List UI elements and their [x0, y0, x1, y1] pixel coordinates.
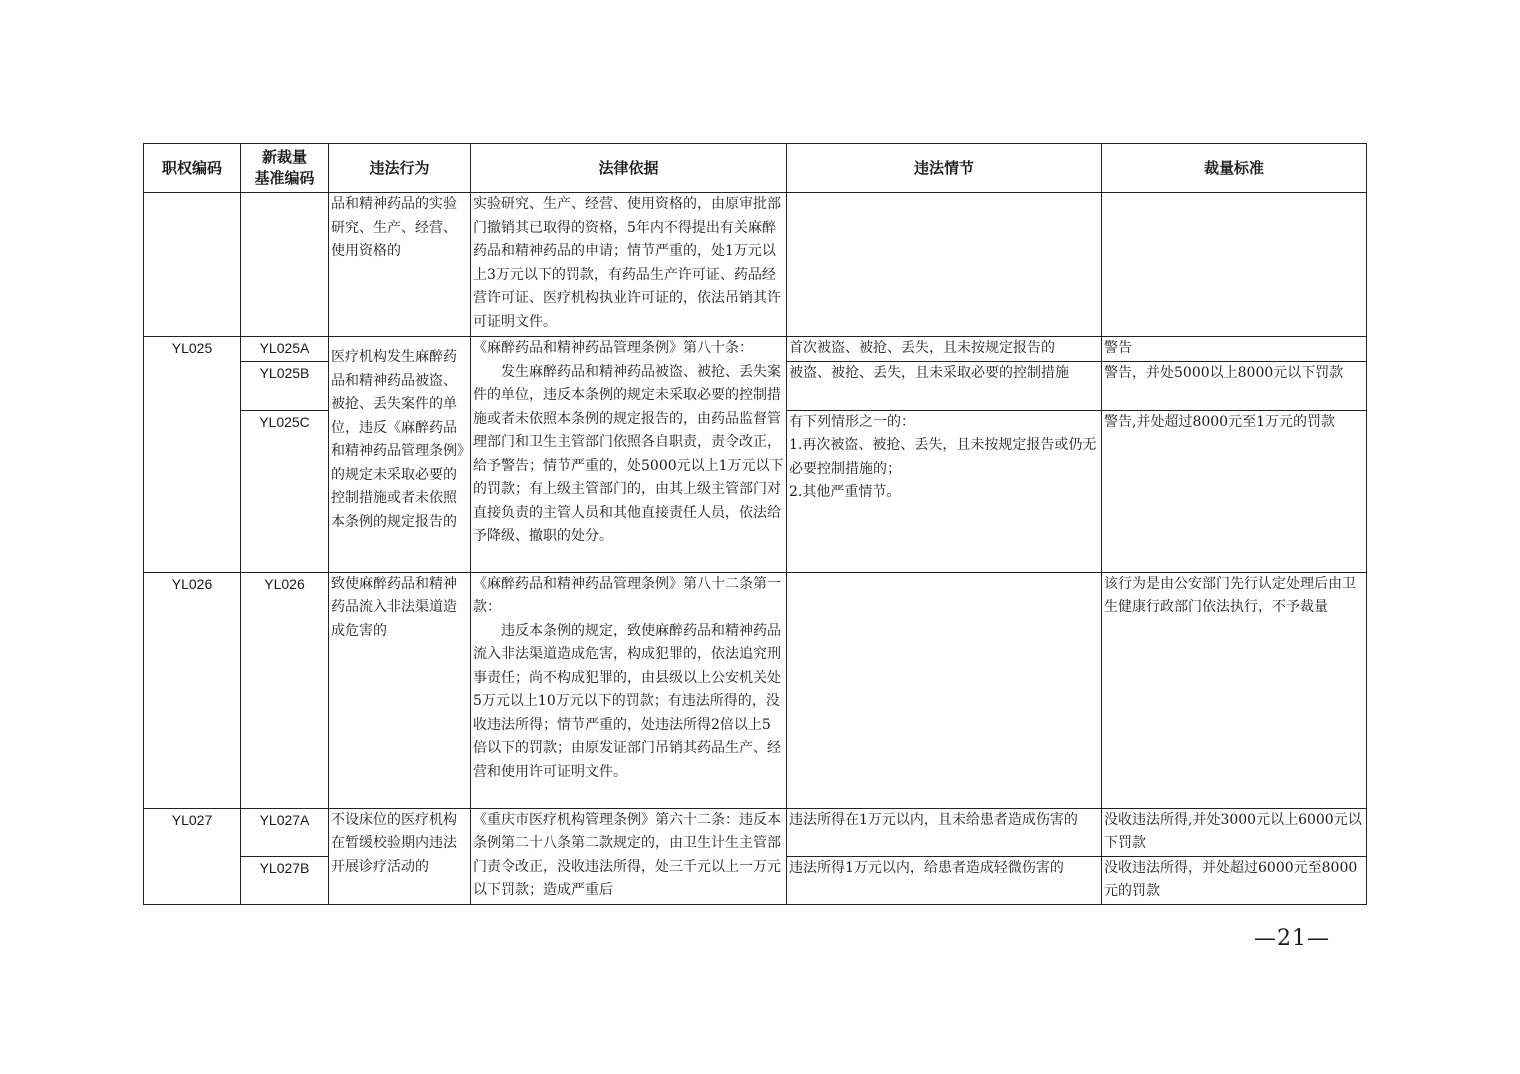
cell-circumstance: 违法所得1万元以内，给患者造成轻微伤害的: [787, 856, 1102, 904]
cell-violation: 品和精神药品的实验研究、生产、经营、使用资格的: [329, 193, 471, 337]
table-row-continued: [144, 193, 1367, 337]
header-authority-code: 职权编码: [144, 144, 241, 193]
cell-circumstance: [787, 572, 1102, 808]
cell-authority-code: YL025: [144, 337, 241, 573]
cell-violation: 致使麻醉药品和精神药品流入非法渠道造成危害的: [329, 572, 471, 808]
discretion-standards-table: [143, 143, 1367, 905]
table-row-yl026: [144, 572, 1367, 808]
cell-standard: 警告，并处5000以上8000元以下罚款: [1102, 361, 1367, 410]
header-standard: 裁量标准: [1102, 144, 1367, 193]
cell-circumstance: 有下列情形之一的： 1.再次被盗、被抢、丢失，且未按规定报告或仍无必要控制措施的； 2.其他严重情节。: [787, 410, 1102, 572]
cell-sub-code: YL026: [241, 572, 329, 808]
cell-authority-code: YL027: [144, 808, 241, 904]
page-number: —21—: [1254, 926, 1330, 951]
cell-empty: [144, 193, 241, 337]
cell-circumstance: 违法所得在1万元以内，且未给患者造成伤害的: [787, 808, 1102, 856]
cell-violation: 医疗机构发生麻醉药品和精神药品被盗、被抢、丢失案件的单位，违反《麻醉药品和精神药品管理条例》的规定未采取必要的控制措施或者未依照本条例的规定报告的: [329, 337, 471, 573]
cell-sub-code: YL025C: [241, 410, 329, 572]
cell-sub-code: YL027A: [241, 808, 329, 856]
cell-circumstance: 被盗、被抢、丢失，且未采取必要的控制措施: [787, 361, 1102, 410]
table-header-row: [144, 144, 1367, 193]
cell-authority-code: YL026: [144, 572, 241, 808]
cell-legal-basis: 《重庆市医疗机构管理条例》第六十二条：违反本条例第二十八条第二款规定的，由卫生计生主管部门责令改正，没收违法所得，处三千元以上一万元以下罚款；造成严重后: [471, 808, 787, 904]
table-row-yl025a: [144, 337, 1367, 362]
cell-sub-code: YL027B: [241, 856, 329, 904]
cell-standard: 没收违法所得，并处超过6000元至8000元的罚款: [1102, 856, 1367, 904]
legal-basis-title: 《麻醉药品和精神药品管理条例》第八十二条第一款：: [473, 575, 781, 615]
legal-basis-body: 违反本条例的规定，致使麻醉药品和精神药品流入非法渠道造成危害，构成犯罪的，依法追究刑事责任；尚不构成犯罪的，由县级以上公安机关处5万元以上10万元以下的罚款；有违法所得的，没收违法所得；情节严重的，处违法所得2倍以上5倍以下的罚款；由原发证部门吊销其药品生产、经营和使用许可证明文件。: [473, 622, 781, 780]
cell-standard: 没收违法所得,并处3000元以上6000元以下罚款: [1102, 808, 1367, 856]
table-row-yl027a: [144, 808, 1367, 856]
header-violation: 违法行为: [329, 144, 471, 193]
cell-legal-basis: [471, 337, 787, 573]
cell-empty: [241, 193, 329, 337]
cell-standard: 警告,并处超过8000元至1万元的罚款: [1102, 410, 1367, 572]
cell-circumstance: 首次被盗、被抢、丢失，且未按规定报告的: [787, 337, 1102, 362]
cell-standard: 警告: [1102, 337, 1367, 362]
cell-empty: [1102, 193, 1367, 337]
header-circumstance: 违法情节: [787, 144, 1102, 193]
cell-legal-basis: [471, 572, 787, 808]
legal-basis-body: 发生麻醉药品和精神药品被盗、被抢、丢失案件的单位，违反本条例的规定未采取必要的控制措施或者未依照本条例的规定报告的，由药品监督管理部门和卫生主管部门依照各自职责，责令改正，给予警告；情节严重的，处5000元以上1万元以下的罚款；有上级主管部门的，由其上级主管部门对直接负责的主管人员和其他直接责任人员，依法给予降级、撤职的处分。: [473, 363, 784, 544]
legal-basis-title: 《麻醉药品和精神药品管理条例》第八十条：: [473, 340, 753, 356]
cell-legal-basis: 实验研究、生产、经营、使用资格的，由原审批部门撤销其已取得的资格，5年内不得提出有关麻醉药品和精神药品的申请；情节严重的，处1万元以上3万元以下的罚款，有药品生产许可证、药品经营许可证、医疗机构执业许可证的，依法吊销其许可证明文件。: [471, 193, 787, 337]
header-legal-basis: 法律依据: [471, 144, 787, 193]
cell-sub-code: YL025B: [241, 361, 329, 410]
cell-standard: 该行为是由公安部门先行认定处理后由卫生健康行政部门依法执行，不予裁量: [1102, 572, 1367, 808]
header-new-standard-code: 新裁量 基准编码: [241, 144, 329, 193]
cell-empty: [787, 193, 1102, 337]
cell-sub-code: YL025A: [241, 337, 329, 362]
cell-violation: 不设床位的医疗机构在暂缓校验期内违法开展诊疗活动的: [329, 808, 471, 904]
